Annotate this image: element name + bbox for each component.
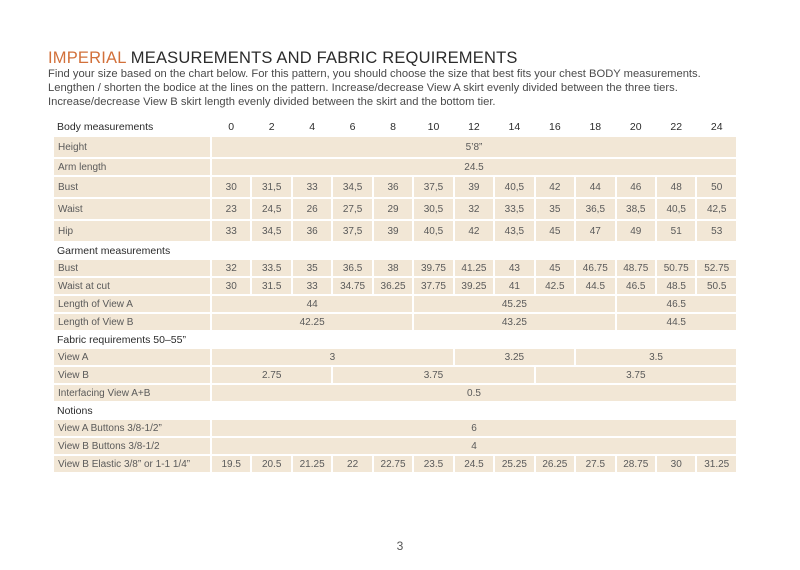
table-cell: 31.25 [697, 456, 736, 472]
table-cell: 33 [212, 221, 250, 241]
table-cell: 23 [212, 199, 250, 219]
table-row [54, 385, 736, 401]
size-header: 10 [427, 121, 440, 133]
table-cell: 23.5 [414, 456, 452, 472]
table-cell: 29 [374, 199, 412, 219]
table-cell: 46.75 [576, 260, 614, 276]
size-header: 8 [390, 121, 396, 133]
table-cell: 33,5 [495, 199, 533, 219]
table-cell: 48 [657, 177, 695, 197]
table-cell: 32 [212, 260, 250, 276]
table-cell: 42,5 [697, 199, 736, 219]
table-cell: 24,5 [252, 199, 290, 219]
table-cell: 22.75 [374, 456, 412, 472]
size-header: 0 [228, 121, 235, 133]
intro-text [48, 67, 763, 109]
section-heading-row [54, 403, 736, 418]
row-label: Waist at cut [54, 278, 210, 294]
header-label: Body measurements [57, 121, 154, 133]
table-cell: 33 [293, 278, 331, 294]
row-label: View A Buttons 3/8-1/2” [54, 420, 210, 436]
table-cell: 2.75 [212, 367, 331, 383]
page-title [48, 49, 518, 68]
size-header: 22 [670, 121, 683, 133]
table-cell: 30,5 [414, 199, 452, 219]
size-header: 4 [309, 121, 316, 133]
row-label: Bust [54, 260, 210, 276]
table-row [54, 177, 736, 197]
table-cell: 5’8” [212, 137, 736, 157]
table-cell: 48.5 [657, 278, 695, 294]
table-cell: 44.5 [576, 278, 614, 294]
row-label: Length of View B [54, 314, 210, 330]
table-row [54, 296, 736, 312]
table-cell: 42 [536, 177, 574, 197]
table-cell: 45.25 [414, 296, 614, 312]
table-cell: 42.25 [212, 314, 412, 330]
row-label: Interfacing View A+B [54, 385, 210, 401]
size-header: 14 [508, 121, 521, 133]
table-cell: 28.75 [617, 456, 655, 472]
table-cell: 34,5 [333, 177, 371, 197]
table-cell: 39.75 [414, 260, 452, 276]
row-label: Length of View A [54, 296, 210, 312]
table-cell: 4 [212, 438, 736, 454]
table-cell: 34.75 [333, 278, 371, 294]
table-row [54, 260, 736, 276]
table-cell: 39.25 [455, 278, 493, 294]
table-row [54, 456, 736, 472]
table-cell: 33 [293, 177, 331, 197]
table-cell: 37.75 [414, 278, 452, 294]
row-label: View B [54, 367, 210, 383]
table-cell: 46.5 [617, 296, 736, 312]
table-cell: 53 [697, 221, 736, 241]
table-cell: 39 [455, 177, 493, 197]
table-cell: 27,5 [333, 199, 371, 219]
table-cell: 52.75 [697, 260, 736, 276]
table-cell: 38 [374, 260, 412, 276]
table-cell: 51 [657, 221, 695, 241]
table-cell: 36.25 [374, 278, 412, 294]
table-cell: 43.25 [414, 314, 614, 330]
size-header: 2 [268, 121, 275, 133]
table-cell: 20.5 [252, 456, 290, 472]
table-cell: 42.5 [536, 278, 574, 294]
table-cell: 44.5 [617, 314, 736, 330]
table-cell: 39 [374, 221, 412, 241]
table-cell: 36.5 [333, 260, 371, 276]
row-label: Bust [54, 177, 210, 197]
table-cell: 24.5 [212, 159, 736, 175]
table-cell: 3.75 [536, 367, 736, 383]
table-cell: 3 [212, 349, 453, 365]
table-cell: 25.25 [495, 456, 533, 472]
section-heading-row [54, 332, 736, 347]
table-cell: 50.75 [657, 260, 695, 276]
section-heading: Fabric requirements 50–55” [57, 333, 186, 346]
table-cell: 19.5 [212, 456, 250, 472]
table-cell: 42 [455, 221, 493, 241]
size-header: 16 [549, 121, 561, 133]
table-cell: 44 [212, 296, 412, 312]
table-row [54, 137, 736, 157]
row-label: View A [54, 349, 210, 365]
table-cell: 24.5 [455, 456, 493, 472]
table-cell: 26 [293, 199, 331, 219]
table-row [54, 367, 736, 383]
table-cell: 36 [374, 177, 412, 197]
table-cell: 38,5 [617, 199, 655, 219]
table-cell: 48.75 [617, 260, 655, 276]
size-header: 24 [710, 121, 723, 133]
table-cell: 30 [212, 177, 250, 197]
table-cell: 45 [536, 221, 574, 241]
title-rest: MEASUREMENTS AND FABRIC REQUIREMENTS [126, 49, 518, 67]
table-cell: 21.25 [293, 456, 331, 472]
page-number: 3 [396, 539, 404, 553]
table-row [54, 349, 736, 365]
table-cell: 26.25 [536, 456, 574, 472]
table-cell: 3.5 [576, 349, 736, 365]
intro-line: Increase/decrease View B skirt length evenly divided between the skirt and the bottom tier. [48, 96, 496, 108]
intro-line: Lengthen / shorten the bodice at the lines on the pattern. Increase/decrease View A skirt evenly divided between the three tiers. [48, 82, 678, 94]
table-cell: 3.25 [455, 349, 574, 365]
table-cell: 6 [212, 420, 736, 436]
table-row [54, 438, 736, 454]
table-cell: 35 [536, 199, 574, 219]
table-row [54, 199, 736, 219]
measurement-chart [52, 117, 738, 474]
table-cell: 27.5 [576, 456, 614, 472]
table-row [54, 159, 736, 175]
table-cell: 37,5 [414, 177, 452, 197]
section-heading: Notions [57, 404, 93, 417]
table-row [54, 420, 736, 436]
table-cell: 31.5 [252, 278, 290, 294]
row-label: Hip [54, 221, 210, 241]
table-cell: 36 [293, 221, 331, 241]
table-cell: 47 [576, 221, 614, 241]
table-row [54, 278, 736, 294]
table-cell: 0.5 [212, 385, 736, 401]
table-cell: 49 [617, 221, 655, 241]
table-row [54, 314, 736, 330]
table-cell: 40,5 [414, 221, 452, 241]
table-cell: 41.25 [455, 260, 493, 276]
table-cell: 32 [455, 199, 493, 219]
row-label: Arm length [54, 159, 210, 175]
size-header: 20 [629, 121, 642, 133]
table-cell: 36,5 [576, 199, 614, 219]
table-cell: 43 [495, 260, 533, 276]
intro-line: Find your size based on the chart below. For this pattern, you should choose the size that best fits your chest BODY measurements. [48, 68, 701, 80]
section-heading: Garment measurements [57, 244, 171, 257]
row-label: Height [54, 137, 210, 157]
table-row [54, 221, 736, 241]
table-cell: 43,5 [495, 221, 533, 241]
table-cell: 33.5 [252, 260, 290, 276]
table-cell: 22 [333, 456, 371, 472]
table-cell: 50.5 [697, 278, 736, 294]
size-header: 12 [468, 121, 480, 133]
table-cell: 46 [617, 177, 655, 197]
row-label: View B Buttons 3/8-1/2 [54, 438, 210, 454]
table-cell: 45 [536, 260, 574, 276]
table-cell: 40,5 [495, 177, 533, 197]
table-cell: 31,5 [252, 177, 290, 197]
header-row [54, 119, 736, 135]
table-cell: 34,5 [252, 221, 290, 241]
table-cell: 30 [657, 456, 695, 472]
table-cell: 41 [495, 278, 533, 294]
table-cell: 35 [293, 260, 331, 276]
table-cell: 3.75 [333, 367, 533, 383]
title-accent: IMPERIAL [48, 49, 127, 67]
size-header: 18 [589, 121, 602, 133]
table-cell: 50 [697, 177, 736, 197]
table-cell: 37,5 [333, 221, 371, 241]
table-cell: 44 [576, 177, 614, 197]
table-cell: 46.5 [617, 278, 655, 294]
section-heading-row [54, 243, 736, 258]
table-cell: 40,5 [657, 199, 695, 219]
size-header: 6 [349, 121, 356, 133]
row-label: Waist [54, 199, 210, 219]
table-cell: 30 [212, 278, 250, 294]
row-label: View B Elastic 3/8” or 1-1 1/4” [54, 456, 210, 472]
